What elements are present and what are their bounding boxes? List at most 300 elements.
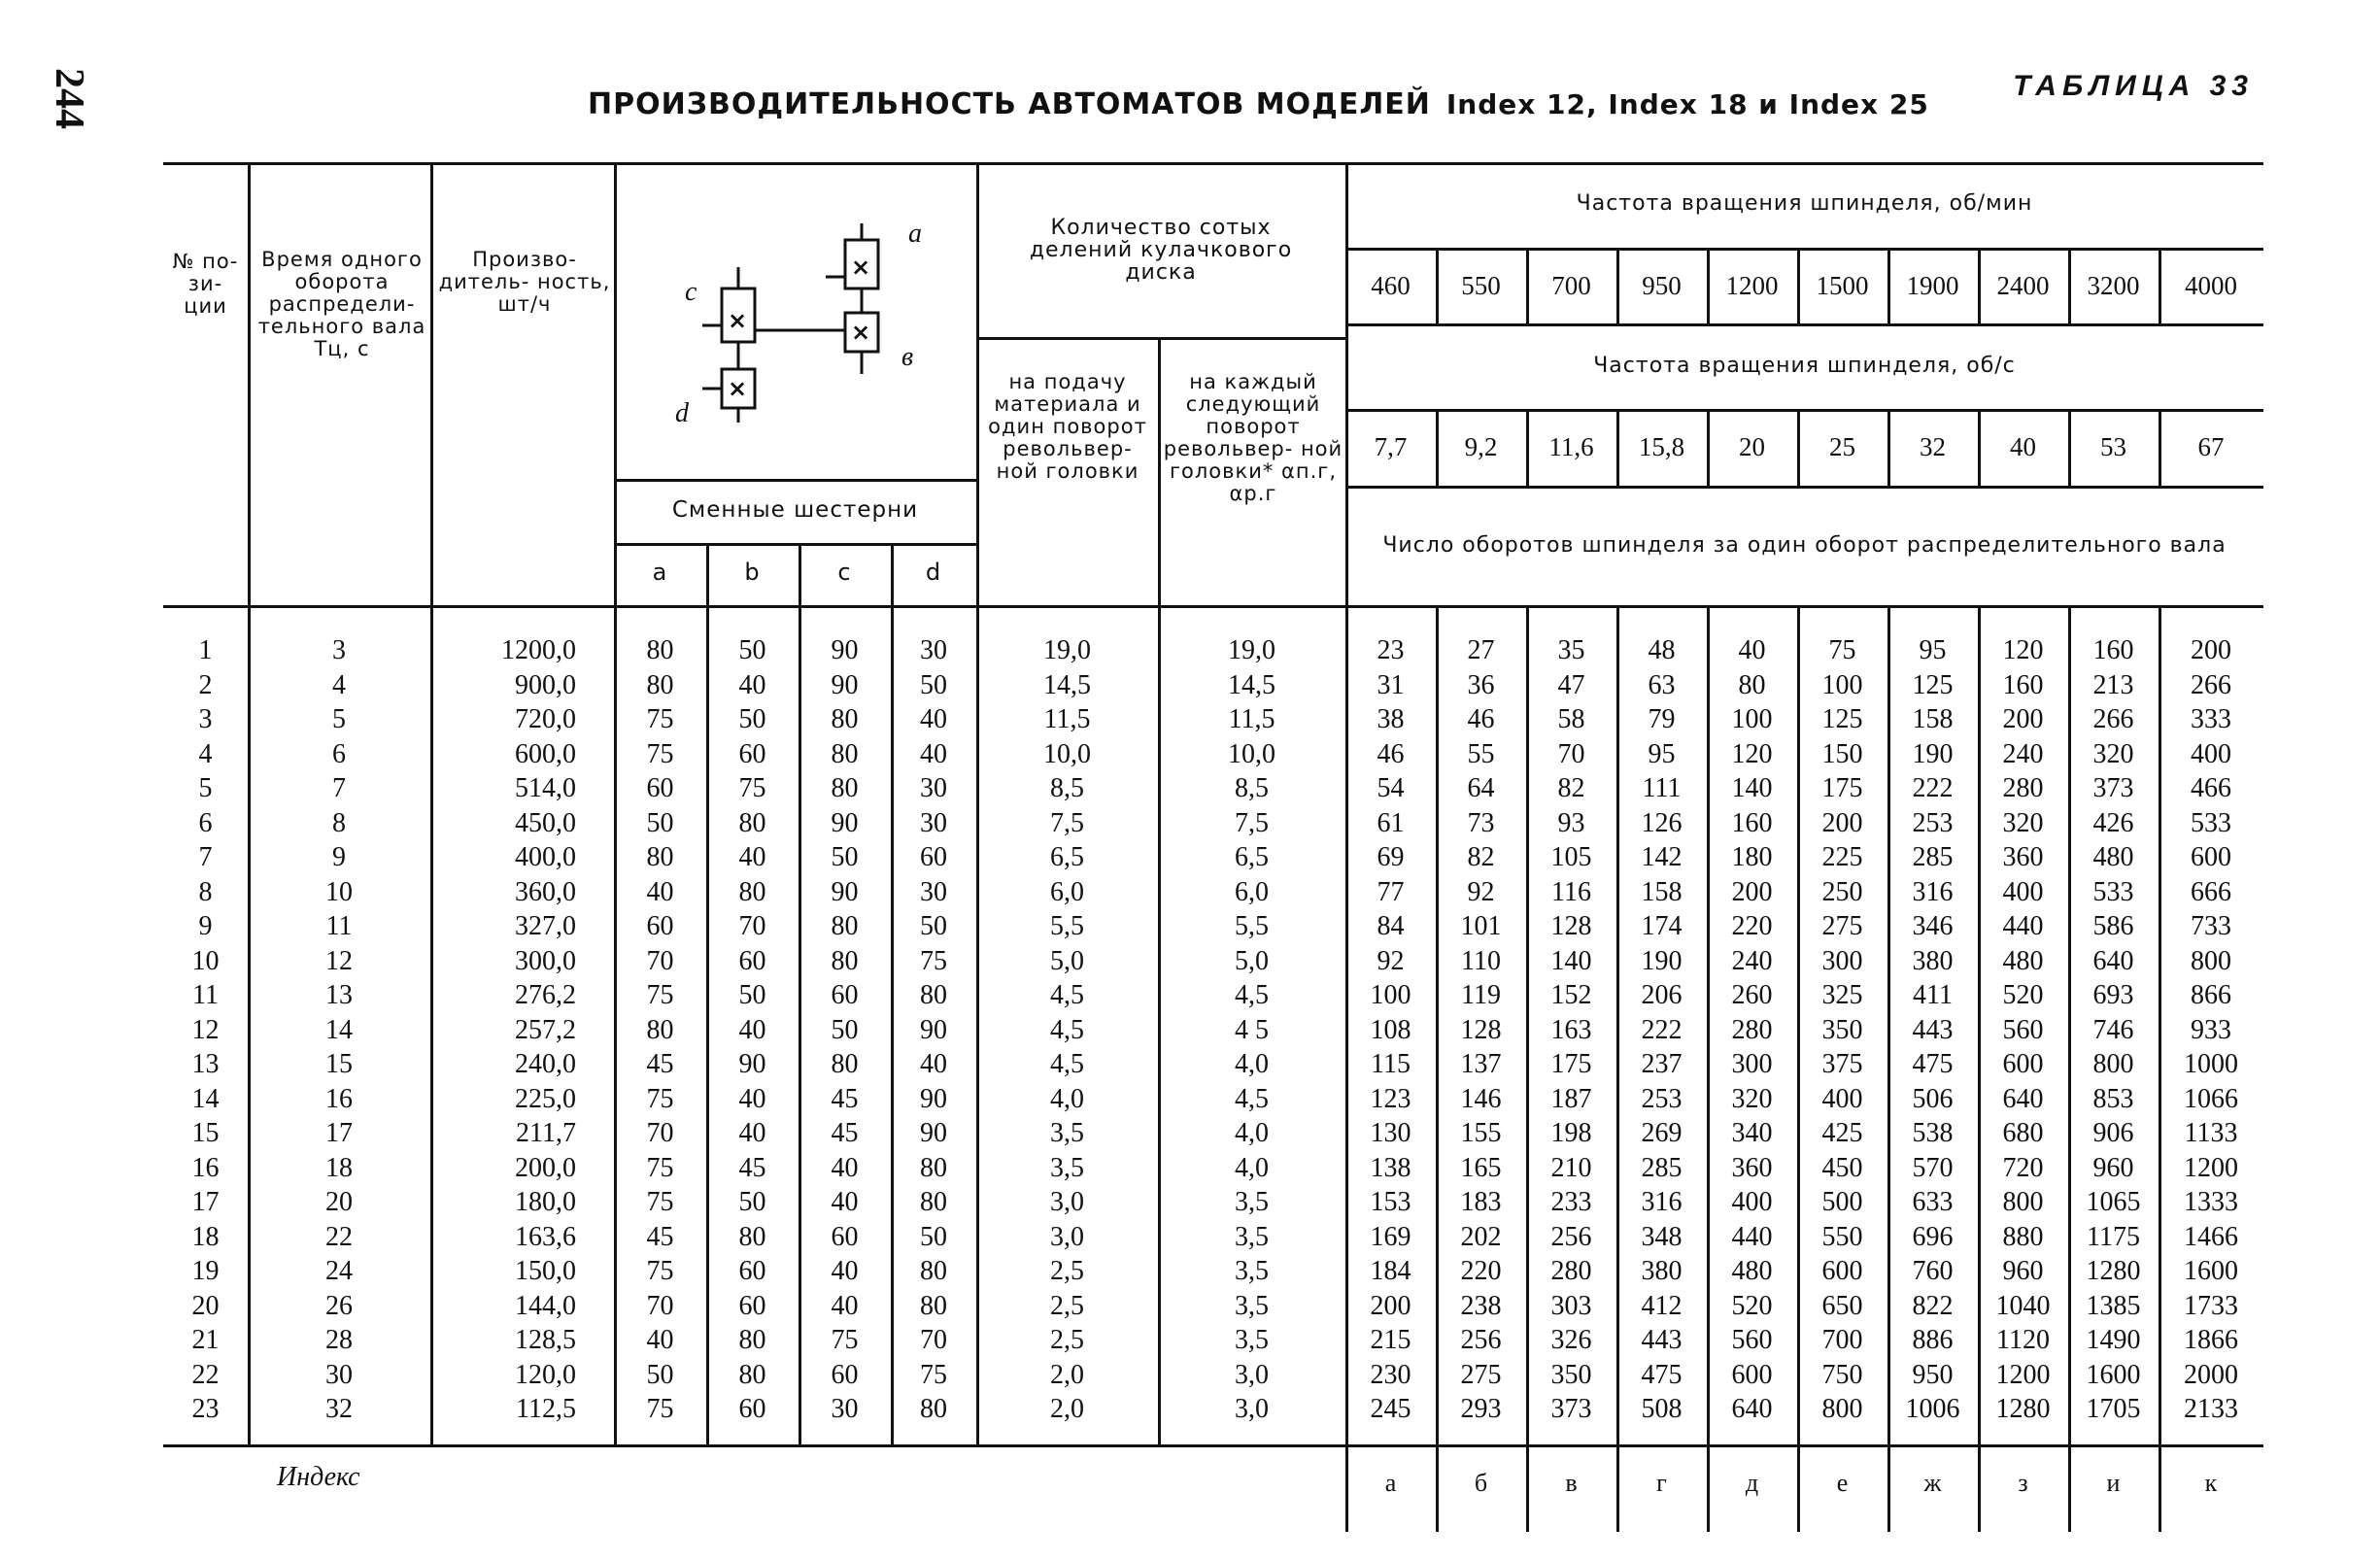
table-cell: 21 [191,1325,220,1355]
table-cell: 4 [332,669,346,700]
table-cell: 19,0 [1043,635,1091,665]
table-cell: 120 [1731,738,1773,769]
table-cell: 275 [1460,1359,1502,1390]
table-cell: 90 [738,1049,766,1079]
table-cell: 4,5 [1050,1014,1084,1045]
rps-cell: 40 [2010,432,2036,461]
table-cell: 169 [1370,1221,1411,1252]
table-cell: 2133 [2184,1394,2238,1424]
index-letter: к [2204,1469,2218,1497]
table-cell: 222 [1641,1014,1683,1045]
svg-text:×: × [728,307,748,334]
table-cell: 1200 [2184,1152,2238,1183]
table-cell: 443 [1912,1014,1954,1045]
table-cell: 293 [1460,1394,1502,1424]
table-cell: 80 [738,1325,766,1355]
table-cell: 400 [2191,738,2231,769]
index-letter: д [1745,1469,1759,1497]
table-cell: 7 [332,773,346,803]
table-cell: 73 [1467,807,1495,838]
table-cell: 40 [646,876,674,907]
table-cell: 82 [1557,773,1585,803]
table-cell: 75 [646,1187,674,1217]
table-cell: 8,5 [1050,773,1084,803]
table-cell: 40 [1738,635,1766,665]
table-cell: 90 [920,1083,947,1114]
table-cell: 80 [646,1014,674,1045]
table-cell: 111 [1642,773,1682,803]
table-cell: 80 [831,945,859,976]
rps-cell: 7,7 [1374,432,1408,461]
table-cell: 40 [646,1325,674,1355]
table-cell: 146 [1460,1083,1502,1114]
table-cell: 211,7 [516,1118,576,1148]
table-cell: 373 [2092,773,2134,803]
table-cell: 40 [831,1256,859,1286]
table-cell: 285 [1641,1152,1683,1183]
table-cell: 160 [1731,807,1773,838]
table-cell: 47 [1557,669,1585,700]
table-cell: 20 [325,1187,353,1217]
gear-train-diagram [627,219,947,423]
header-cam: Количество сотых делений кулачкового диска [1029,216,1293,285]
table-cell: 30 [920,807,947,838]
table-cell: 8 [332,807,346,838]
table-cell: 45 [646,1221,674,1252]
table-cell: 853 [2092,1083,2134,1114]
table-cell: 266 [2191,669,2231,700]
table-cell: 373 [1550,1394,1592,1424]
table-cell: 30 [325,1359,353,1390]
table-cell: 69 [1377,842,1405,872]
table-cell: 125 [1821,704,1863,734]
table-cell: 3,0 [1235,1359,1269,1390]
header-position: № по- зи- ции [172,250,239,318]
table-cell: 190 [1912,738,1954,769]
table-cell: 400 [1821,1083,1863,1114]
table-cell: 5 [332,704,346,734]
table-cell: 80 [738,1359,766,1390]
table-cell: 80 [738,876,766,907]
table-cell: 60 [738,1290,766,1321]
rpm-cell: 950 [1642,271,1682,300]
table-cell: 500 [1821,1187,1863,1217]
table-cell: 50 [738,704,766,734]
column-rpm-4000 [2159,633,2263,1427]
column-rpm-950 [1616,633,1707,1427]
diagram-label-d: d [675,398,689,428]
table-cell: 80 [831,704,859,734]
table-cell: 960 [2002,1256,2044,1286]
table-cell: 285 [1912,842,1954,872]
table-cell: 4,5 [1050,1049,1084,1079]
table-cell: 2,0 [1050,1394,1084,1424]
table-cell: 4,0 [1235,1049,1269,1079]
table-cell: 18 [325,1152,353,1183]
table-cell: 1133 [2184,1118,2238,1148]
table-cell: 303 [1550,1290,1592,1321]
table-cell: 257,2 [515,1014,576,1045]
table-cell: 155 [1460,1118,1502,1148]
table-cell: 75 [1828,635,1856,665]
table-cell: 93 [1557,807,1585,838]
table-cell: 200 [1821,807,1863,838]
title-text: ПРОИЗВОДИТЕЛЬНОСТЬ АВТОМАТОВ МОДЕЛЕЙ [588,87,1431,121]
table-cell: 508 [1641,1394,1683,1424]
table-cell: 6,5 [1235,842,1269,872]
table-cell: 80 [920,1187,947,1217]
table-cell: 45 [831,1083,859,1114]
table-cell: 8 [198,876,213,907]
index-letter: г [1656,1469,1667,1497]
table-cell: 276,2 [515,980,576,1010]
table-cell: 475 [1641,1359,1683,1390]
table-cell: 58 [1557,704,1585,734]
table-cell: 1385 [2086,1290,2141,1321]
table-cell: 77 [1377,876,1405,907]
table-cell: 128,5 [515,1325,576,1355]
table-cell: 26 [325,1290,353,1321]
table-cell: 538 [1912,1118,1954,1148]
table-cell: 9 [198,911,213,941]
table-cell: 7 [198,842,213,872]
table-cell: 746 [2092,1014,2134,1045]
table-cell: 3 [198,704,213,734]
table-cell: 2000 [2184,1359,2238,1390]
table-cell: 425 [1821,1118,1863,1148]
table-cell: 1466 [2184,1221,2238,1252]
table-cell: 80 [738,1221,766,1252]
table-cell: 92 [1467,876,1495,907]
table-cell: 375 [1821,1049,1863,1079]
column-gear-d [891,633,976,1427]
table-cell: 60 [738,1394,766,1424]
table-cell: 280 [2002,773,2044,803]
table-cell: 3,5 [1235,1325,1269,1355]
column-gear-c [799,633,891,1427]
table-cell: 1 [198,635,213,665]
table-cell: 822 [1912,1290,1954,1321]
table-cell: 80 [646,635,674,665]
table-cell: 1066 [2184,1083,2238,1114]
table-cell: 4,5 [1235,980,1269,1010]
table-cell: 60 [831,1359,859,1390]
table-cell: 50 [831,842,859,872]
table-cell: 316 [1641,1187,1683,1217]
table-cell: 3,0 [1235,1394,1269,1424]
table-cell: 600 [2191,842,2231,872]
table-cell: 27 [1467,635,1495,665]
index-letter: з [2018,1469,2028,1497]
table-cell: 142 [1641,842,1683,872]
rpm-cell: 4000 [2185,271,2237,300]
table-cell: 75 [646,1083,674,1114]
table-cell: 6,5 [1050,842,1084,872]
table-cell: 1006 [1905,1394,1960,1424]
table-cell: 50 [646,1359,674,1390]
table-cell: 19,0 [1228,635,1275,665]
table-cell: 3,5 [1235,1221,1269,1252]
table-cell: 900,0 [515,669,576,700]
table-cell: 348 [1641,1221,1683,1252]
table-cell: 586 [2092,911,2134,941]
table-cell: 130 [1370,1118,1411,1148]
table-cell: 1333 [2184,1187,2238,1217]
table-cell: 1200,0 [501,635,576,665]
table-cell: 79 [1648,704,1676,734]
table-cell: 75 [738,773,766,803]
column-rpm-1500 [1797,633,1887,1427]
table-cell: 28 [325,1325,353,1355]
table-cell: 220 [1460,1256,1502,1286]
table-cell: 253 [1641,1083,1683,1114]
table-cell: 82 [1467,842,1495,872]
table-cell: 4,5 [1235,1083,1269,1114]
table-cell: 412 [1641,1290,1683,1321]
table-cell: 866 [2191,980,2231,1010]
column-rpm-3200 [2068,633,2159,1427]
table-cell: 153 [1370,1187,1411,1217]
table-cell: 800 [1821,1394,1863,1424]
page-title [588,87,1929,121]
table-cell: 933 [2191,1014,2231,1045]
table-cell: 35 [1557,635,1585,665]
table-cell: 240 [2002,738,2044,769]
table-cell: 5,5 [1050,911,1084,941]
table-cell: 22 [325,1221,353,1252]
table-cell: 230 [1370,1359,1411,1390]
header-productivity: Произво- дитель- ность, шт/ч [438,248,611,316]
title-models: Index 12, Index 18 и Index 25 [1445,88,1929,120]
rps-cell: 25 [1829,432,1855,461]
table-cell: 400,0 [515,842,576,872]
header-gear-c: c [837,559,852,586]
table-cell: 160 [2002,669,2044,700]
table-cell: 140 [1731,773,1773,803]
table-cell: 256 [1550,1221,1592,1252]
index-label: Индекс [277,1462,360,1492]
table-cell: 125 [1912,669,1954,700]
table-cell: 40 [738,842,766,872]
table-cell: 720,0 [515,704,576,734]
diagram-label-c: c [685,277,697,307]
table-cell: 360 [2002,842,2044,872]
table-cell: 666 [2191,876,2231,907]
table-cell: 75 [646,1152,674,1183]
table-cell: 14 [191,1083,220,1114]
table-cell: 300 [1821,945,1863,976]
table-cell: 46 [1467,704,1495,734]
table-cell: 22 [191,1359,220,1390]
table-cell: 60 [920,842,947,872]
table-cell: 38 [1377,704,1405,734]
table-cell: 40 [831,1187,859,1217]
table-cell: 17 [325,1118,353,1148]
table-cell: 886 [1912,1325,1954,1355]
table-cell: 163 [1550,1014,1592,1045]
table-cell: 450 [1821,1152,1863,1183]
table-cell: 23 [1377,635,1405,665]
table-cell: 346 [1912,911,1954,941]
table-cell: 506 [1912,1083,1954,1114]
table-cell: 4,0 [1235,1152,1269,1183]
table-cell: 75 [646,738,674,769]
diagram-label-v: в [901,342,914,372]
table-cell: 50 [920,911,947,941]
header-time: Время одного оборота распредели- тельного вала Tц, с [257,248,426,360]
table-cell: 75 [646,704,674,734]
table-cell: 466 [2191,773,2231,803]
table-cell: 443 [1641,1325,1683,1355]
table-cell: 1065 [2086,1187,2141,1217]
index-letter: и [2106,1469,2121,1497]
table-cell: 570 [1912,1152,1954,1183]
table-cell: 480 [2002,945,2044,976]
table-cell: 225,0 [515,1083,576,1114]
table-cell: 426 [2092,807,2134,838]
table-cell: 1000 [2184,1049,2238,1079]
table-cell: 100 [1731,704,1773,734]
table-cell: 5 [198,773,213,803]
column-cam-each [1158,633,1345,1427]
table-cell: 75 [831,1325,859,1355]
table-cell: 123 [1370,1083,1411,1114]
table-cell: 174 [1641,911,1683,941]
rpm-cell: 3200 [2087,271,2140,300]
table-cell: 260 [1731,980,1773,1010]
table-cell: 269 [1641,1118,1683,1148]
table-cell: 20 [191,1290,220,1321]
table-cell: 9 [332,842,346,872]
table-cell: 340 [1731,1118,1773,1148]
table-cell: 800 [2191,945,2231,976]
table-cell: 80 [738,807,766,838]
table-cell: 80 [920,1152,947,1183]
table-cell: 326 [1550,1325,1592,1355]
table-cell: 325 [1821,980,1863,1010]
table-cell: 200 [2191,635,2231,665]
table-cell: 380 [1912,945,1954,976]
table-cell: 14,5 [1043,669,1091,700]
table-cell: 120 [2002,635,2044,665]
table-cell: 90 [920,1014,947,1045]
table-cell: 75 [920,1359,947,1390]
table-cell: 80 [831,738,859,769]
table-cell: 1600 [2086,1359,2141,1390]
table-cell: 640 [1731,1394,1773,1424]
table-cell: 16 [191,1152,220,1183]
index-letter: а [1384,1469,1397,1497]
table-cell: 90 [831,635,859,665]
table-cell: 40 [738,1014,766,1045]
table-cell: 108 [1370,1014,1411,1045]
index-letter: ж [1923,1469,1942,1497]
table-cell: 210 [1550,1152,1592,1183]
table-cell: 115 [1371,1049,1411,1079]
table-cell: 40 [920,704,947,734]
table-cell: 11,5 [1228,704,1275,734]
table-cell: 80 [646,669,674,700]
table-cell: 50 [738,980,766,1010]
rpm-cell: 1900 [1906,271,1959,300]
table-cell: 10,0 [1228,738,1275,769]
table-cell: 733 [2191,911,2231,941]
table-cell: 61 [1377,807,1405,838]
table-cell: 360,0 [515,876,576,907]
table-cell: 800 [2002,1187,2044,1217]
table-cell: 10,0 [1043,738,1091,769]
table-cell: 175 [1821,773,1863,803]
table-cell: 280 [1731,1014,1773,1045]
rpm-cell: 550 [1461,271,1501,300]
column-rpm-1900 [1887,633,1978,1427]
table-cell: 60 [831,1221,859,1252]
table-cell: 180,0 [515,1187,576,1217]
table-cell: 8,5 [1235,773,1269,803]
table-cell: 30 [920,876,947,907]
table-cell: 280 [1550,1256,1592,1286]
table-cell: 144,0 [515,1290,576,1321]
table-label: ТАБЛИЦА 33 [2013,70,2254,102]
table-cell: 256 [1460,1325,1502,1355]
table-cell: 253 [1912,807,1954,838]
table-cell: 128 [1460,1014,1502,1045]
table-cell: 213 [2092,669,2134,700]
table-cell: 533 [2092,876,2134,907]
table-cell: 12 [325,945,353,976]
table-cell: 40 [738,1083,766,1114]
table-cell: 110 [1461,945,1501,976]
table-cell: 45 [646,1049,674,1079]
table-cell: 100 [1370,980,1411,1010]
table-cell: 63 [1648,669,1676,700]
table-cell: 60 [738,738,766,769]
table-cell: 360 [1731,1152,1773,1183]
table-cell: 40 [738,669,766,700]
header-freq-rpm: Частота вращения шпинделя, об/мин [1576,191,2033,216]
table-cell: 31 [1377,669,1405,700]
rpm-cell: 2400 [1996,271,2050,300]
table-cell: 5,0 [1235,945,1269,976]
table-cell: 2,5 [1050,1256,1084,1286]
index-letter: б [1474,1469,1488,1497]
table-cell: 1733 [2184,1290,2238,1321]
table-cell: 6 [332,738,346,769]
table-cell: 50 [646,807,674,838]
table-cell: 95 [1919,635,1947,665]
table-cell: 163,6 [515,1221,576,1252]
table-cell: 316 [1912,876,1954,907]
table-cell: 225 [1821,842,1863,872]
table-cell: 95 [1648,738,1676,769]
table-cell: 880 [2002,1221,2044,1252]
svg-text:×: × [728,375,748,402]
table-cell: 80 [920,1256,947,1286]
table-cell: 70 [646,945,674,976]
header-cam-feed: на подачу материала и один поворот револьвер- ной головки [988,370,1147,483]
table-cell: 600,0 [515,738,576,769]
table-cell: 245 [1370,1394,1411,1424]
table-cell: 4,5 [1050,980,1084,1010]
table-cell: 100 [1821,669,1863,700]
table-cell: 13 [191,1049,220,1079]
diagram-label-a: a [908,219,922,249]
table-cell: 1200 [1995,1359,2051,1390]
table-cell: 2,5 [1050,1290,1084,1321]
table-cell: 75 [646,1256,674,1286]
table-cell: 2 [198,669,213,700]
column-productivity [430,633,576,1427]
